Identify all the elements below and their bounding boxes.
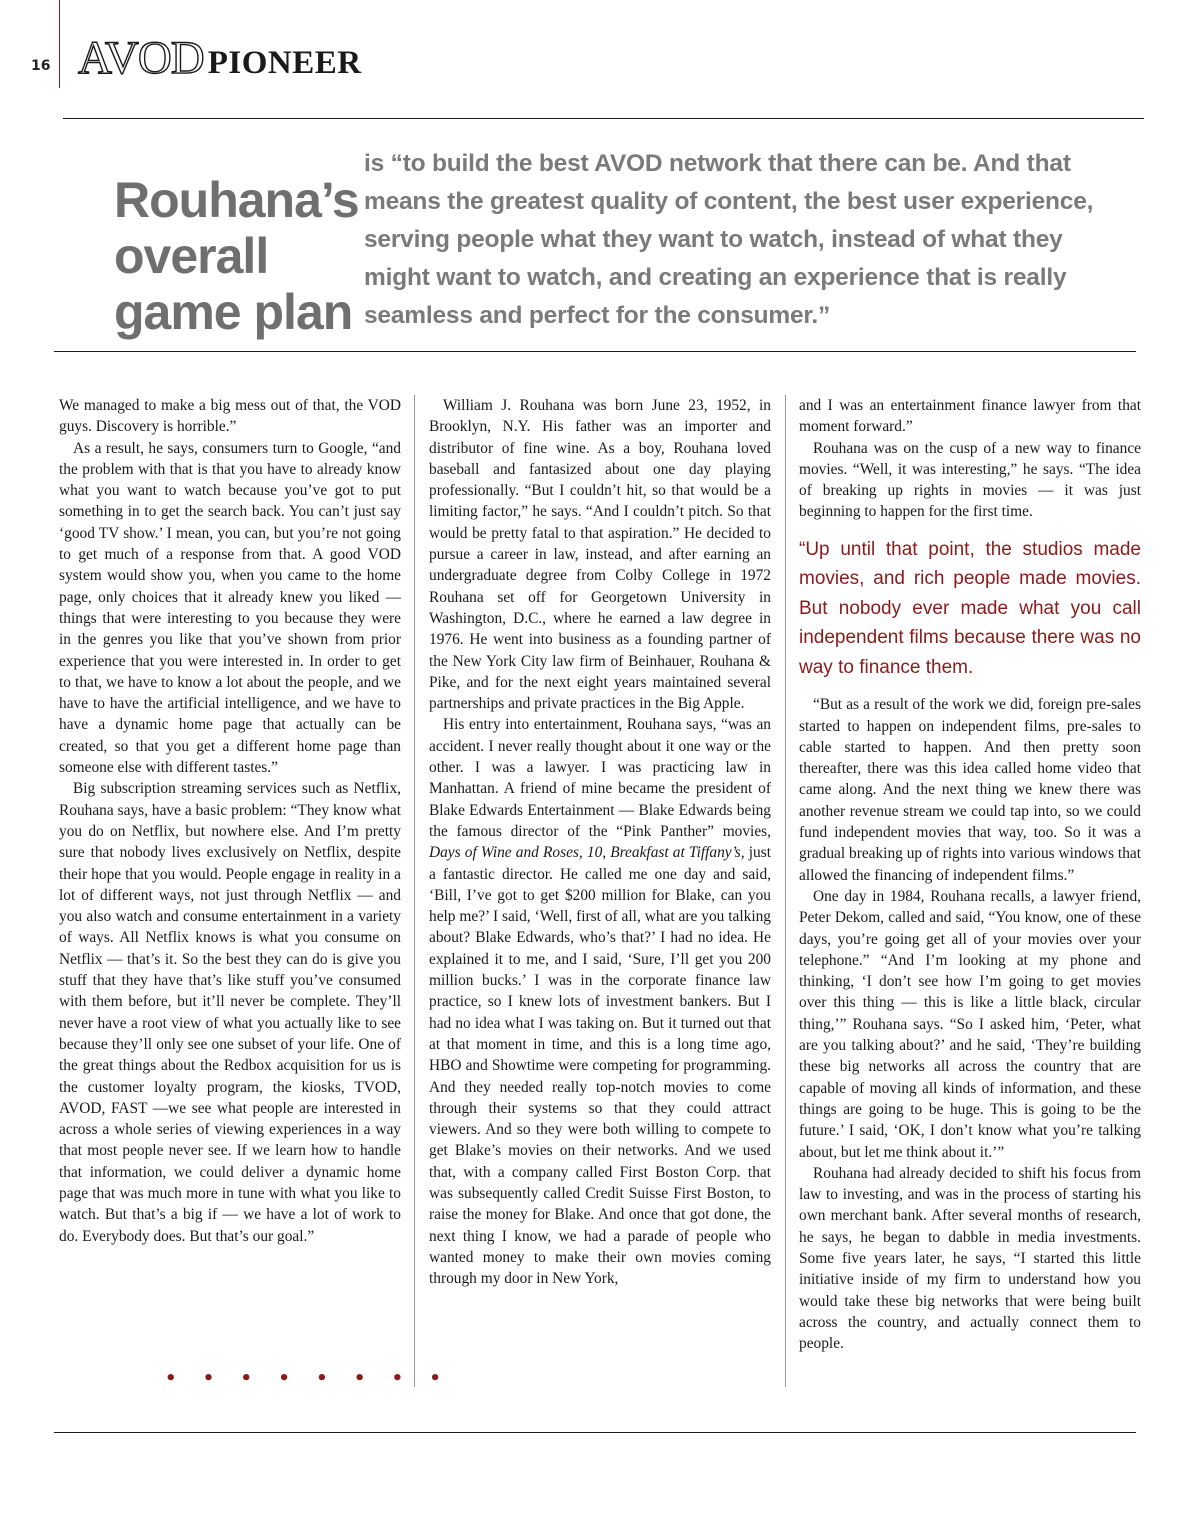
paragraph: and I was an entertainment finance lawyer from that moment forward.”	[799, 397, 1141, 436]
paragraph: “But as a result of the work we did, foreign pre-sales started to happen on independent films, pre-sales to cable started to happen. And then pretty soon thereafter, there was this idea called home video that came along. And the next thing we knew there was another revenue stream we could tap into, so we could fund independent movies that way, too. So it was a gradual breaking up of rights into various windows that allowed the financing of independent films.”	[799, 696, 1141, 884]
paragraph-text: just a fantastic director. He called me one day and said, ‘Bill, I’ve got to get $200 million for Blake, can you help me?’ I said, ‘Well, first of all, what are you talking about? Blake Edwards, who’s that?’ I had no idea. He explained it to me, and I said, ‘Sure, I’ll get you 200 million bucks.’ I was in the corporate finance law practice, so I knew lots of investment bankers. But I had no idea what I was taking on. But it turned out that at that moment in time, and this is a long time ago, HBO and Showtime were competing for programming. And they needed really top-notch movies to come through their systems so that they could attract viewers. And so they were both willing to compete to get Blake’s movies on their networks. And we used that, with a company called First Boston Corp. that was subsequently called Credit Suisse First Boston, to raise the money for Blake. And once that got done, the next thing I know, we had a parade of people who wanted money to make their own movies coming through my door in New York,	[429, 844, 771, 1288]
paragraph: One day in 1984, Rouhana recalls, a lawyer friend, Peter Dekom, called and said, “You know, one of these days, you’re going get all of your movies over your telephone.” “And I’m looking at my phone and thinking, ‘I don’t see how I’m going to get movies over this thing — this is like a little black, circular thing,’” Rouhana says. “So I asked him, ‘Peter, what are you talking about?’ and he said, ‘They’re building these big networks all across the country that are capable of moving all kinds of information, and these things are going to be huge. This is going to be the future.’ I said, ‘OK, I don’t know what you’re talking about, but let me think about it.’”	[799, 887, 1141, 1161]
paragraph-text: His entry into entertainment, Rouhana says, “was an accident. I never really thought about it one way or the other. I was a lawyer. I was practicing law in Manhattan. A friend of mine became the president of Blake Edwards Entertainment — Blake Edwards being the famous director of the “Pink Panther” movies,	[429, 716, 771, 840]
paragraph: William J. Rouhana was born June 23, 1952, in Brooklyn, N.Y. His father was an importer and distributor of fine wine. As a boy, Rouhana loved baseball and fantasized about one day playing professionally. “But I couldn’t hit, so that would be a limiting factor,” he says. “And I couldn’t pitch. So that would be pretty fatal to that aspiration.” He decided to pursue a career in law, instead, and after earning an undergraduate degree from Colby College in 1972 Rouhana set off for Georgetown University in Washington, D.C., where he earned a law degree in 1976. He went into business as a founding partner of the New York City law firm of Beinhauer, Rouhana & Pike, and for the next eight years maintained several partnerships and private practices in the Big Apple.	[429, 397, 771, 713]
paragraph: Big subscription streaming services such as Netflix, Rouhana says, have a basic problem: “They know what you do on Netflix, but nowhere else. And I’m pretty sure that nobody lives exclusively on Netflix, despite their hope that you would. People engage in reality in a lot of different ways, not just through Netflix — and you also watch and consume entertainment in a variety of ways. All Netflix knows is what you consume on Netflix — that’s it. So the best they can do is give you stuff that they have that’s like stuff you’ve consumed with them before, but it’ll never be complete. They’ll never have a root view of what you actually like to see because they’ll only see one subset of your life. One of the great things about the Redbox acquisition for us is the customer loyalty program, the kiosks, TVOD, AVOD, FAST —we see what people are interested in across a whole series of viewing experiences in a way that most people never see. If we learn how to handle that information, we could deliver a dynamic home page that was much more in tune with what you like to watch. But that’s a big if — we have a lot of work to do. Everybody does. But that’s our goal.”	[59, 780, 401, 1245]
header-accent-line	[59, 0, 60, 88]
column-divider	[414, 395, 415, 1387]
paragraph: As a result, he says, consumers turn to Google, “and the problem with that is that you have to already know what you want to watch because you’ve got to put something in to get the search back. You can’t just say ‘good TV show.’ I mean, you can, but you’re not going to get much of a response from that. A good VOD system would show you, when you came to the home page, only choices that it already knew you liked — things that were interesting to you because they were in the genres you like that you’ve shown from prior experience that you were interested in. In order to get to that, we have to know a lot about the people, and we have to have the artificial intelligence, and we have to have a dynamic home page that actually can be created, so that you get a different home page than someone else with different tastes.”	[59, 439, 401, 777]
masthead	[78, 32, 362, 84]
paragraph: Rouhana was on the cusp of a new way to finance movies. “Well, it was interesting,” he says. “The idea of breaking up rights in movies — it was just beginning to happen for the first time.	[799, 439, 1141, 521]
headline: Rouhana’s overall game plan	[114, 172, 359, 340]
section-rule	[54, 351, 1136, 352]
bottom-rule	[54, 1432, 1136, 1433]
paragraph	[429, 714, 771, 1289]
article-column-2	[429, 395, 771, 1289]
column-divider	[785, 395, 786, 1387]
article-column-3	[799, 395, 1141, 1354]
paragraph: Rouhana had already decided to shift his focus from law to investing, and was in the process of starting his own merchant bank. After several months of research, he says, he began to dabble in media investments. Some five years later, he says, “I started this little initiative inside of my firm to understand how you would take these big networks that were being built across the country, and actually connect them to people.	[799, 1164, 1141, 1353]
pull-quote: “Up until that point, the studios made movies, and rich people made movies. But nobody ever made what you call independent films because there was no way to finance them.	[799, 538, 1141, 678]
article-column-1	[59, 395, 401, 1247]
paragraph: We managed to make a big mess out of that, the VOD guys. Discovery is horrible.”	[59, 397, 401, 436]
top-rule	[63, 118, 1144, 119]
masthead-pioneer: PIONEER	[207, 45, 362, 81]
end-of-section-dots: • • • • • • • •	[165, 1368, 451, 1389]
film-titles: Days of Wine and Roses, 10, Breakfast at Tiffany’s,	[429, 844, 745, 862]
page-number: 16	[31, 58, 51, 74]
deck-quote: is “to build the best AVOD network that there can be. And that means the greatest quality of content, the best user experience, serving people what they want to watch, instead of what they might want to watch, and creating an experience that is really seamless and perfect for the consumer.”	[364, 150, 1094, 329]
masthead-avod: AVOD	[78, 32, 204, 84]
